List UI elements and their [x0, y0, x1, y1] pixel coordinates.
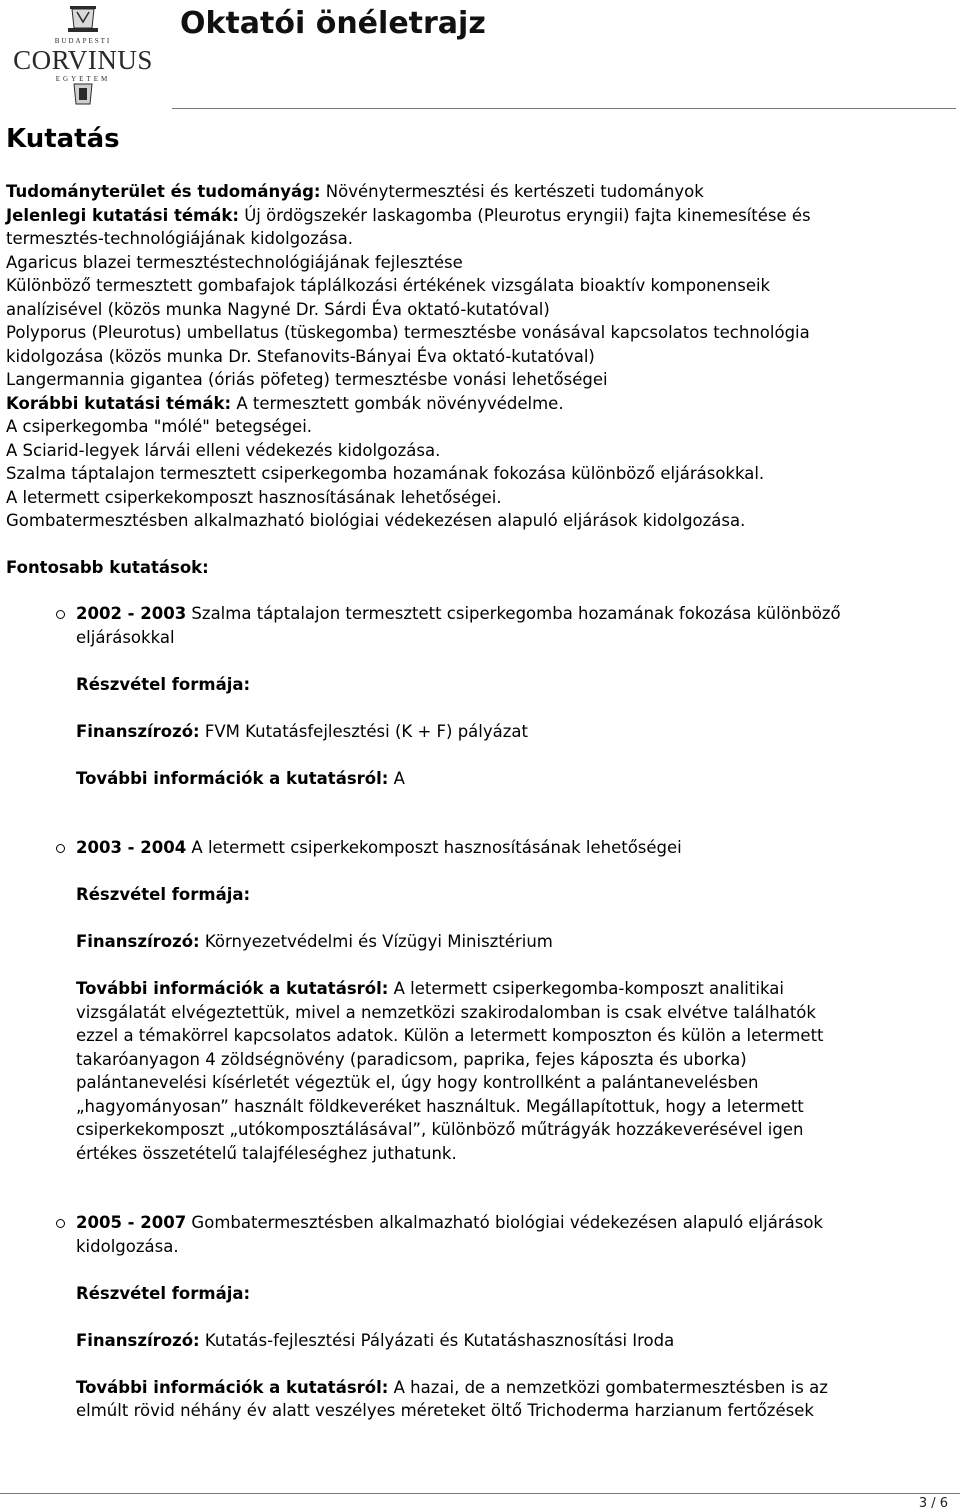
more-info-cont: elmúlt rövid néhány év alatt veszélyes méreteket öltő Trichoderma harzianum fertőzések — [76, 1401, 814, 1420]
bullet-icon — [56, 610, 65, 619]
funder-line — [76, 1329, 958, 1353]
field-line — [6, 180, 958, 204]
logo-main-text: CORVINUS — [13, 45, 153, 75]
funder-label: Finanszírozó: — [76, 721, 200, 741]
footer-divider — [0, 1493, 960, 1494]
research-years: 2002 - 2003 — [76, 604, 187, 623]
summary-line: A letermett csiperkekomposzt hasznosításának lehetőségei. — [6, 487, 502, 507]
main-content — [6, 116, 958, 1423]
research-title-text: A letermett csiperkekomposzt hasznosításának lehetőségei — [186, 838, 682, 857]
former-topics-label: Korábbi kutatási témák: — [6, 393, 232, 413]
research-title — [76, 836, 958, 860]
research-list — [6, 602, 958, 1423]
research-title-text: Szalma táptalajon termesztett csiperkegomba hozamának fokozása különböző — [186, 604, 841, 623]
more-info-cont: értékes összetételű talajféleséghez juthatunk. — [76, 1143, 457, 1163]
more-info-label: További információk a kutatásról: — [76, 979, 389, 998]
header-divider — [172, 108, 956, 109]
research-title-cont: eljárásokkal — [76, 627, 175, 647]
more-info-text: A hazai, de a nemzetközi gombatermesztésben is az — [388, 1377, 828, 1397]
funder-value: Környezetvédelmi és Vízügyi Minisztérium — [199, 932, 553, 951]
more-info-cont: takaróanyagon 4 zöldségnövény (paradicsom, paprika, fejes káposzta és uborka) — [76, 1049, 747, 1069]
research-title — [76, 1211, 958, 1235]
corvinus-logo — [2, 2, 164, 106]
summary-line: Langermannia gigantea (óriás pöfeteg) termesztésbe vonási lehetőségei — [6, 370, 608, 389]
summary-line: Szalma táptalajon termesztett csiperkegomba hozamának fokozása különböző eljárásokkal. — [6, 464, 765, 483]
former-topics-line — [6, 392, 958, 416]
participation-label: Részvétel formája: — [76, 885, 251, 904]
current-topics-label: Jelenlegi kutatási témák: — [6, 205, 239, 225]
bullet-icon — [56, 1219, 65, 1228]
summary-line: A csiperkegomba "mólé" betegségei. — [6, 417, 313, 436]
more-info-cont: palántanevelési kísérletét végeztük el, úgy hogy kontrollként a palántanevelésben — [76, 1073, 759, 1092]
former-topics-first: A termesztett gombák növényvédelme. — [231, 393, 564, 413]
page-number: 3 / 6 — [918, 1496, 948, 1511]
field-value: Növénytermesztési és kertészeti tudományok — [320, 182, 704, 201]
research-title-text: Gombatermesztésben alkalmazható biológiai védekezésen alapuló eljárások — [186, 1213, 823, 1232]
more-info-line — [76, 1376, 958, 1400]
section-title: Kutatás — [6, 124, 120, 154]
research-title — [76, 602, 958, 626]
summary-line: Gombatermesztésben alkalmazható biológiai védekezésen alapuló eljárások kidolgozása. — [6, 511, 746, 530]
field-label: Tudományterület és tudományág: — [6, 182, 321, 201]
research-years: 2005 - 2007 — [76, 1213, 187, 1232]
logo-top-text: BUDAPESTI — [54, 37, 112, 45]
research-item — [6, 602, 958, 790]
more-info-cont: ezzel a témakörrel kapcsolatos adatok. Külön a letermett komposzton és külön a letermett — [76, 1026, 824, 1045]
summary-line: analízisével (közös munka Nagyné Dr. Sárdi Éva oktató-kutatóval) — [6, 299, 550, 319]
bullet-icon — [56, 844, 65, 853]
funder-line — [76, 930, 958, 954]
more-info-label: További információk a kutatásról: — [76, 1377, 389, 1397]
more-info-cont: csiperkekomposzt „utókomposztálásával”, különböző műtrágyák hozzákeverésével igen — [76, 1120, 804, 1139]
more-info-line — [76, 977, 958, 1001]
summary-line: A Sciarid-legyek lárvái elleni védekezés kidolgozása. — [6, 440, 441, 460]
research-summary — [6, 180, 958, 533]
more-info-line — [76, 767, 958, 791]
more-info-text: A — [388, 768, 405, 788]
more-info-label: További információk a kutatásról: — [76, 768, 389, 788]
funder-line — [76, 720, 958, 744]
document-title: Oktatói önéletrajz — [180, 6, 486, 41]
summary-line: Agaricus blazei termesztéstechnológiájának fejlesztése — [6, 252, 463, 272]
summary-line: Különböző termesztett gombafajok táplálkozási értékének vizsgálata bioaktív komponenseik — [6, 276, 771, 295]
summary-line: termesztés-technológiájának kidolgozása. — [6, 229, 353, 248]
more-info-text: A letermett csiperkegomba-komposzt analitikai — [388, 979, 784, 998]
page-header — [0, 0, 960, 112]
participation-label: Részvétel formája: — [76, 1283, 251, 1303]
research-years: 2003 - 2004 — [76, 838, 187, 857]
funder-value: Kutatás-fejlesztési Pályázati és Kutatáshasznosítási Iroda — [199, 1330, 675, 1350]
funder-label: Finanszírozó: — [76, 1330, 200, 1350]
current-topics-line — [6, 204, 958, 228]
important-research-heading: Fontosabb kutatások: — [6, 557, 209, 577]
participation-label: Részvétel formája: — [76, 674, 251, 694]
summary-line: kidolgozása (közös munka Dr. Stefanovits-Bányai Éva oktató-kutatóval) — [6, 346, 595, 366]
logo-bottom-text: EGYETEM — [55, 75, 111, 83]
summary-line: Polyporus (Pleurotus) umbellatus (tüskegomba) termesztésbe vonásával kapcsolatos technológia — [6, 323, 810, 342]
more-info-cont: „hagyományosan” használt földkeveréket használtuk. Megállapítottuk, hogy a letermett — [76, 1096, 804, 1116]
research-item — [6, 836, 958, 1165]
current-topics-first: Új ördögszekér laskagomba (Pleurotus eryngii) fajta kinemesítése és — [238, 205, 811, 225]
research-title-cont: kidolgozása. — [76, 1236, 179, 1256]
research-item — [6, 1211, 958, 1423]
more-info-cont: vizsgálatát elvégeztettük, mivel a nemzetközi szakirodalomban is csak elvétve találhatók — [76, 1002, 816, 1022]
funder-value: FVM Kutatásfejlesztési (K + F) pályázat — [199, 721, 528, 741]
funder-label: Finanszírozó: — [76, 932, 200, 951]
